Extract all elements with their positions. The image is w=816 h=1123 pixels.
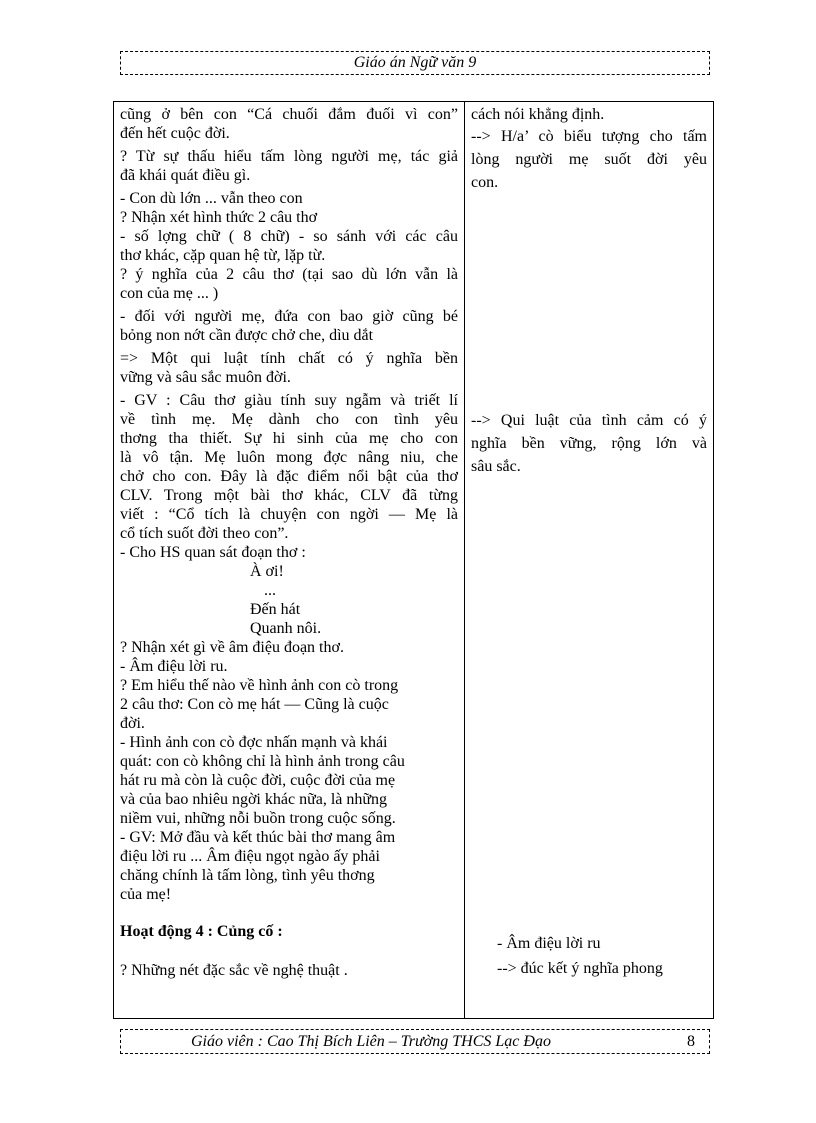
- teacher-note-line: viết : “Cổ tích là chuyện con ngời — Mẹ là: [120, 506, 458, 523]
- text-line: --> Qui luật của tình cảm có ý: [471, 412, 707, 429]
- question-line: ? Nhận xét gì về âm điệu đoạn thơ.: [120, 639, 344, 656]
- column-divider: [464, 102, 465, 1018]
- page-number: 8: [687, 1033, 695, 1050]
- answer-line: - Hình ảnh con cò đợc nhấn mạnh và khái: [120, 734, 388, 751]
- answer-line: thơ khác, cặp quan hệ từ, lặp từ.: [120, 247, 326, 264]
- question-line: đời.: [120, 715, 145, 732]
- header-title: Giáo án Ngữ văn 9: [353, 54, 477, 71]
- teacher-note-line: chăng chính là tấm lòng, tình yêu thơng: [120, 867, 375, 884]
- poem-line: Quanh nôi.: [250, 620, 322, 637]
- text-line: --> H/a’ cò biểu tượng cho tấm: [471, 128, 707, 145]
- poem-line: ...: [264, 582, 276, 599]
- page-header: [120, 51, 710, 75]
- conclusion-line: => Một qui luật tính chất có ý nghĩa bền: [120, 350, 458, 367]
- question-line: ? Những nét đặc sắc về nghệ thuật .: [120, 962, 348, 979]
- right-column: [471, 105, 707, 978]
- lesson-table: [113, 101, 714, 1019]
- answer-line: - số lợng chữ ( 8 chữ) - so sánh với các câu: [120, 228, 458, 245]
- activity-heading: Hoạt động 4 : Củng cố :: [120, 923, 283, 940]
- question-line: ? Nhận xét hình thức 2 câu thơ: [120, 209, 318, 226]
- text-line: - Âm điệu lời ru: [497, 935, 601, 952]
- answer-line: niềm vui, những nỗi buồn trong cuộc sống.: [120, 810, 396, 827]
- teacher-note-line: CLV. Trong một bài thơ khác, CLV đã từng: [120, 487, 458, 504]
- poem-line: Đến hát: [250, 601, 301, 618]
- text-line: --> đúc kết ý nghĩa phong: [497, 960, 663, 977]
- left-column: [120, 105, 458, 980]
- answer-line: bỏng non nớt cần được chở che, dìu dắt: [120, 327, 374, 344]
- answer-line: - đối với người mẹ, đứa con bao giờ cũng bé: [120, 308, 458, 325]
- answer-line: - Âm điệu lời ru.: [120, 658, 228, 675]
- answer-line: - Con dù lớn ... vẫn theo con: [120, 190, 303, 207]
- teacher-note-line: - GV : Câu thơ giàu tính suy ngẫm và triết lí: [120, 392, 458, 409]
- answer-line: quát: con cò không chỉ là hình ảnh trong câu: [120, 753, 405, 770]
- text-line: cũng ở bên con “Cá chuối đắm đuối vì con”: [120, 106, 458, 123]
- footer-text: Giáo viên : Cao Thị Bích Liên – Trường THCS Lạc Đạo: [191, 1033, 551, 1050]
- question-line: ? Từ sự thấu hiểu tấm lòng người mẹ, tác giả: [120, 148, 458, 165]
- teacher-note-line: của mẹ!: [120, 886, 172, 903]
- question-line: đã khái quát điều gì.: [120, 167, 251, 184]
- question-line: ? Em hiểu thế nào về hình ảnh con cò trong: [120, 677, 399, 694]
- text-line: con.: [471, 174, 499, 191]
- teacher-note-line: điệu lời ru ... Âm điệu ngọt ngào ấy phải: [120, 848, 380, 865]
- answer-line: và của bao nhiêu ngời khác nữa, là những: [120, 791, 388, 808]
- teacher-note-line: chở cho con. Đây là đặc điểm nổi bật của thơ: [120, 468, 458, 485]
- teacher-note-line: cổ tích suốt đời theo con”.: [120, 525, 289, 542]
- conclusion-line: vững và sâu sắc muôn đời.: [120, 369, 291, 386]
- answer-line: hát ru mà còn là cuộc đời, cuộc đời của mẹ: [120, 772, 396, 789]
- question-line: 2 câu thơ: Con cò mẹ hát — Cũng là cuộc: [120, 696, 389, 713]
- text-line: nghĩa bền vững, rộng lớn và: [471, 435, 707, 452]
- text-line: đến hết cuộc đời.: [120, 125, 230, 142]
- teacher-note-line: thơng tha thiết. Sự hi sinh của mẹ cho con: [120, 430, 458, 447]
- teacher-note-line: là vô tận. Mẹ luôn mong đợc nâng niu, che: [120, 449, 458, 466]
- page-footer: [120, 1029, 710, 1054]
- poem-line: À ơi!: [250, 563, 284, 580]
- text-line: sâu sắc.: [471, 458, 521, 475]
- teacher-note-line: về tình mẹ. Mẹ dành cho con tình yêu: [120, 411, 458, 428]
- text-line: lòng người mẹ suốt đời yêu: [471, 151, 707, 168]
- question-line: ? ý nghĩa của 2 câu thơ (tại sao dù lớn vẫn là: [120, 266, 458, 283]
- question-line: con của mẹ ... ): [120, 285, 219, 302]
- teacher-note-line: - GV: Mở đầu và kết thúc bài thơ mang âm: [120, 829, 396, 846]
- text-line: cách nói khẳng định.: [471, 106, 605, 123]
- instruction-line: - Cho HS quan sát đoạn thơ :: [120, 544, 306, 561]
